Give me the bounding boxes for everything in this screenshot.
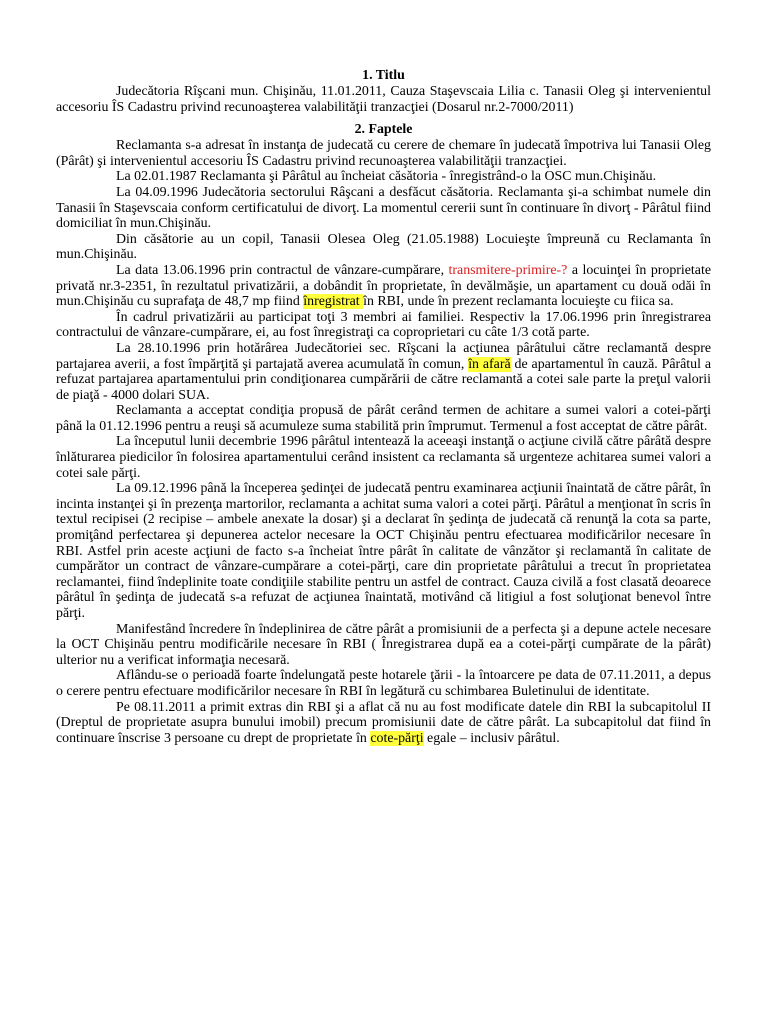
paragraph-divorce: La 04.09.1996 Judecătoria sectorului Râşcani a desfăcut căsătoria. Reclamanta şi-a schimbat numele din Tanasii în Staşevscaia conform certificatului de divorţ. La momentul cererii sunt în continuare în divorţ - Pârâtul fiind domiciliat în mun.Chişinău.	[56, 184, 711, 232]
text-run: Pe 08.11.2011 a primit extras din RBI şi a aflat că nu au fost modificate datele din RBI la subcapitolul II (Dreptul de proprietate asupra bunului imobil) precum promisiunii date de către pârât. La subcapitolul dat fiind în continuare înscrise 3 persoane cu drept de proprietate în	[56, 699, 711, 746]
text-run: La data 13.06.1996 prin contractul de vânzare-cumpărare,	[116, 262, 449, 278]
paragraph-privatization	[56, 263, 711, 310]
highlighted-text: înregistrat	[303, 294, 364, 310]
section-2-title: 2. Faptele	[354, 122, 413, 138]
paragraph-civil-action: La începutul lunii decembrie 1996 pârâtul intentează la aceeaşi instanţă o acţiune civilă către pârâtă despre înlăturarea piedicilor în folosirea apartamentului cerând insistent ca reclamanta să urgenteze achitarea sumei valori a cotei sale părţi.	[56, 434, 711, 481]
paragraph-term: Reclamanta a acceptat condiţia propusă de pârât cerând termen de achitare a sumei valori a cotei-părţi până la 01.12.1996 pentru a reuşi să acumuleze suma stabilită prin împrumut. Termenul a fost acceptat de către pârât.	[56, 403, 711, 434]
paragraph-extract	[56, 700, 711, 747]
paragraph-partition	[56, 341, 711, 403]
text-run: în RBI, unde în prezent reclamanta locuieşte cu fiica sa.	[363, 294, 674, 310]
paragraph-marriage: La 02.01.1987 Reclamanta şi Pârâtul au încheiat căsătoria - înregistrând-o la OSC mun.Chişinău.	[116, 169, 657, 185]
text-run: egale – inclusiv pârâtul.	[423, 730, 560, 746]
section-1-title: 1. Titlu	[362, 68, 405, 83]
text-run: La 28.10.1996 prin hotărârea Judecătoriei sec. Rîşcani la acţiunea pârâtului către reclamantă despre partajarea averii, a fost împărţită şi partajată averea acumulată în comun,	[56, 340, 711, 372]
highlighted-text: cote-părţi	[370, 730, 424, 746]
paragraph-abroad: Aflându-se o perioadă foarte îndelungată peste hotarele ţării - la întoarcere pe data de 07.11.2011, a depus o cerere pentru efectuare modificărilor necesare în RBI în legătură cu schimbarea Buletinului de identitate.	[56, 668, 711, 699]
red-comment: transmitere-primire-?	[448, 262, 568, 278]
paragraph-trust: Manifestând încredere în îndeplinirea de către pârât a promisiunii de a perfecta şi a depune actele necesare la OCT Chişinău pentru modificările necesare în RBI ( Înregistrarea după ea a cotei-părţi cumpărate de la pârât) ulterior nu a verificat informaţia necesară.	[56, 621, 711, 668]
text-run: a locuinţei în proprietate privată nr.3-2351, în rezultatul privatizării, a dobândit în proprietate, în devălmăşie, un apartament cu două odăi în mun.Chişinău cu suprafaţa de 48,7 mp fiind	[56, 262, 711, 310]
paragraph-coowners: În cadrul privatizării au participat toţi 3 membri ai familiei. Respectiv la 17.06.1996 prin înregistrarea contractului de vânzare-cumpărare, ei, au fost înregistraţi ca coproprietari cu câte 1/3 cotă parte.	[56, 309, 711, 341]
paragraph-claim: Reclamanta s-a adresat în instanţa de judecată cu cerere de chemare în judecată împotriva lui Tanasii Oleg (Pârât) şi intervenientul accesoriu ÎS Cadastru privind recunoaşterea valabilităţii tranzacţiei.	[56, 138, 711, 169]
paragraph-payment: La 09.12.1996 până la începerea şedinţei de judecată pentru examinarea acţiunii înaintată de către pârât, în incinta instanţei şi în prezenţa martorilor, reclamanta a achitat suma valori a cotei părţi. Pârâtul a menţionat în scris în textul recipisei (2 recipise – ambele anexate la dosar) şi a declarat în şedinţa de judecată că renunţă la cota sa parte, promiţând perfectarea şi depunerea actelor necesare la OCT Chişinău pentru efectuarea modificărilor necesare în RBI. Astfel prin aceste acţiuni de facto s-a încheiat între pârât în calitate de vânzător şi reclamantă în calitate de cumpărător un contract de vânzare-cumpărare a cotei-părţi, care din proprietate pârâtului a trecut în proprietatea reclamantei, fiind îndeplinite toate condiţiile stabilite pentru un astfel de contract. Cauza civilă a fost clasată deoarece pârâtul în şedinţa de judecată s-a refuzat de acţiunea înaintată, motivând că litigiul a fost soluţionat benevol între părţi.	[56, 481, 711, 621]
text-run: de apartamentul în cauză. Pârâtul a refuzat partajarea apartamentului prin condiţionarea cumpărării de către reclamantă a cotei sale parte la preţul valorii de piaţă - 4000 dolari SUA.	[56, 356, 711, 403]
paragraph-child: Din căsătorie au un copil, Tanasii Olesea Oleg (21.05.1988) Locuieşte împreună cu Reclamanta în mun.Chişinău.	[56, 231, 711, 263]
highlighted-text: în afară	[468, 356, 511, 372]
section-1-paragraph-1: Judecătoria Rîşcani mun. Chişinău, 11.01.2011, Cauza Staşevscaia Lilia c. Tanasii Oleg şi intervenientul accesoriu ÎS Cadastru privind recunoaşterea valabilităţii tranzacţiei (Dosarul nr.2-7000/2011)	[56, 84, 711, 115]
